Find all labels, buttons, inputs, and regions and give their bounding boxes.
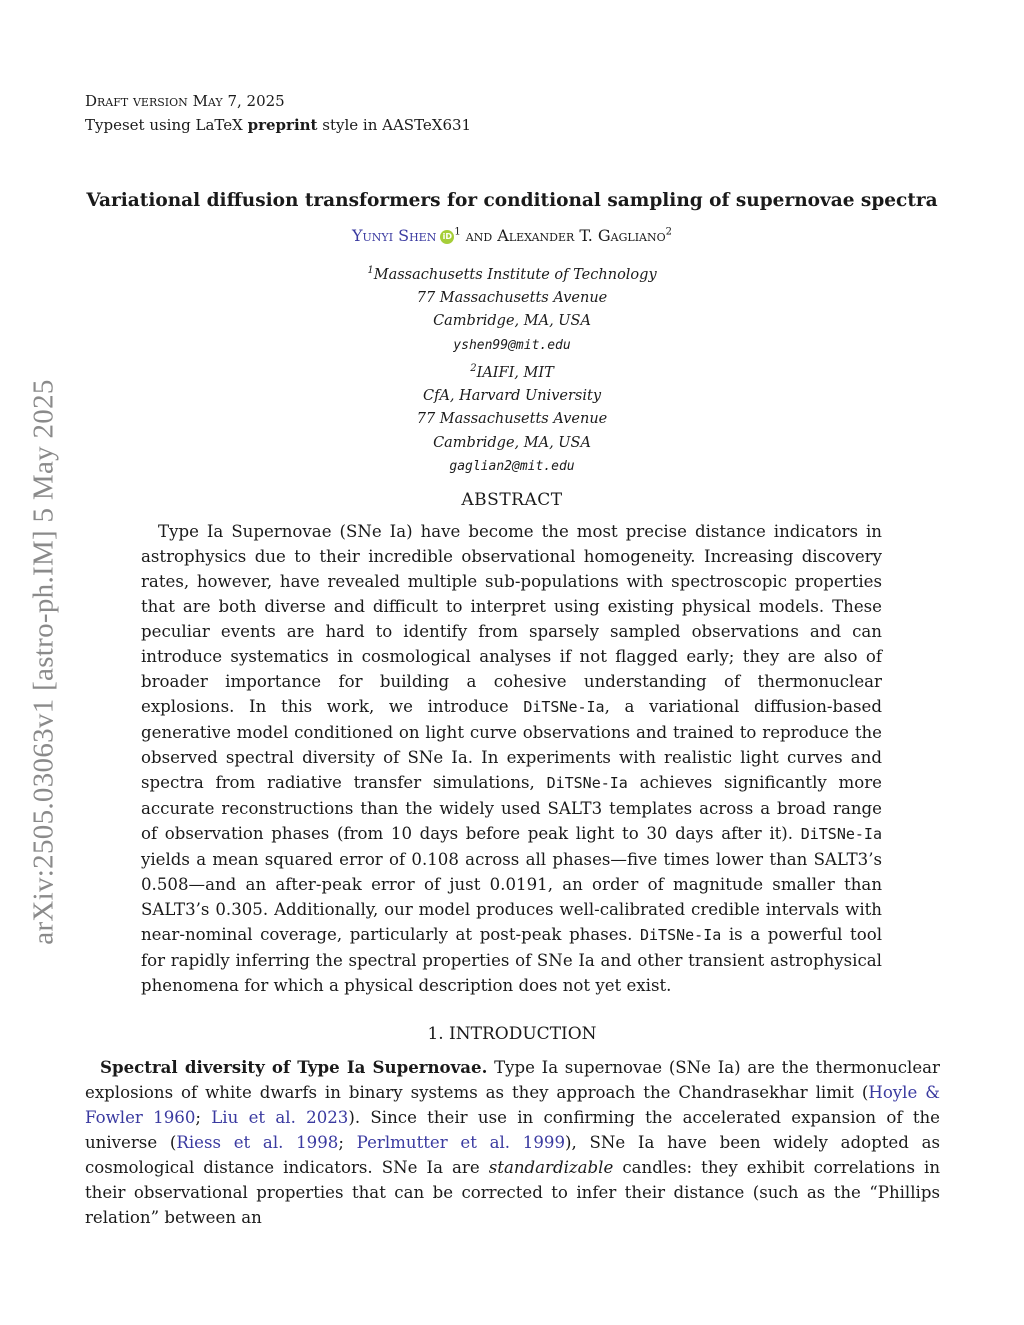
affil2-email[interactable]: gaglian2@mit.edu [449, 459, 575, 475]
model-name: DiTSNe-Ia [640, 926, 722, 944]
intro-paragraph: Spectral diversity of Type Ia Supernovae. Type Ia supernovae (SNe Ia) are the thermonuclear explosions of white dwarfs in binary systems as they approach the Chandrasekhar limit (Hoyle & Fowler 1960; Liu et al. 2023). Since their use in confirming the accelerated expansion of the universe (Riess et al. 1998; Perlmutter et al. 1999), SNe Ia have been widely adopted as cosmological distance indicators. SNe Ia are standardizable candles: they exhibit correlations in their observational properties that can be corrected to infer their distance (such as the “Phillips relation” between an [85, 1057, 941, 1227]
abstract-body: Type Ia Supernovae (SNe Ia) have become the most precise distance indicators in astrophysics due to their incredible observational homogeneity. Increasing discovery rates, however, have revealed multiple sub-populations with spectroscopic properties that are both diverse and difficult to interpret using existing physical models. These peculiar events are hard to identify from sparsely sampled observations and can introduce systematics in cosmological analyses if not flagged early; they are also of broader importance for building a cohesive understanding of thermonuclear explosions. In this work, we introduce DiTSNe-Ia, a variational diffusion-based generative model conditioned on light curve observations and trained to reproduce the observed spectral diversity of SNe Ia. In experiments with realistic light curves and spectra from radiative transfer simulations, DiTSNe-Ia achieves significantly more accurate reconstructions than the widely used SALT3 templates across a broad range of observation phases (from 10 days before peak light to 30 days after it). DiTSNe-Ia yields a mean squared error of 0.108 across all phases—five times lower than SALT3’s 0.508—and an after-peak error of just 0.0191, an order of magnitude smaller than SALT3’s 0.305. Additionally, our model produces well-calibrated credible intervals with near-nominal coverage, particularly at post-peak phases. DiTSNe-Ia is a powerful tool for rapidly inferring the spectral properties of SNe Ia and other transient astrophysical phenomena for which a physical description does not yet exist. [141, 522, 883, 995]
typeset-text-b: style in AASTeX631 [322, 116, 472, 134]
model-name: DiTSNe-Ia [523, 698, 605, 716]
citation-link[interactable]: Perlmutter et al. 1999 [356, 1133, 566, 1152]
paper-title: Variational diffusion transformers for conditional sampling of supernovae spectra [86, 190, 938, 211]
affil1-line2: 77 Massachusetts Avenue [416, 290, 608, 307]
arxiv-stamp-text[interactable]: arXiv:2505.03063v1 [astro-ph.IM] 5 May 2025 [27, 379, 60, 945]
citation-link[interactable]: Hoyle & Fowler 1960 [85, 1083, 940, 1127]
affil2-line3: 77 Massachusetts Avenue [416, 411, 608, 428]
affil2-line1: $^2$IAIFI, MIT [470, 363, 554, 381]
latex-logo: LaTeX [195, 116, 243, 134]
affil2-line2: CfA, Harvard University [422, 388, 602, 405]
affil1-email[interactable]: yshen99@mit.edu [453, 337, 571, 353]
typeset-line [85, 115, 471, 135]
affil2-line4: Cambridge, MA, USA [433, 434, 591, 451]
author-line [0, 226, 1024, 245]
draft-date: May 7, 2025 [192, 92, 285, 110]
orcid-icon[interactable]: iD [440, 230, 454, 244]
author-and: and [465, 226, 493, 245]
author-gagliano: Alexander T. Gagliano [497, 226, 666, 245]
emphasis-standardizable: standardizable [488, 1158, 614, 1177]
model-name: DiTSNe-Ia [546, 774, 628, 792]
citation-link[interactable]: Liu et al. 2023 [211, 1108, 349, 1127]
draft-prefix: Draft version [85, 92, 188, 110]
draft-version-line [85, 91, 285, 111]
affil1-line1: $^1$Massachusetts Institute of Technology [367, 265, 657, 283]
citation-link[interactable]: Riess et al. 1998 [176, 1133, 339, 1152]
typeset-text-a: Typeset using [85, 116, 191, 134]
section-heading-introduction: 1. INTRODUCTION [427, 1024, 597, 1044]
intro-bold-lead: Spectral diversity of Type Ia Supernovae. [100, 1057, 488, 1077]
author2-affil-mark: 2 [665, 226, 673, 238]
author1-affil-mark: 1 [454, 226, 461, 238]
model-name: DiTSNe-Ia [800, 825, 882, 843]
affiliations [0, 259, 1024, 478]
affil1-line3: Cambridge, MA, USA [433, 313, 591, 330]
author-link-shen[interactable]: Yunyi Shen [351, 226, 437, 245]
typeset-preprint: preprint [247, 116, 318, 134]
abstract-heading: ABSTRACT [461, 490, 563, 510]
